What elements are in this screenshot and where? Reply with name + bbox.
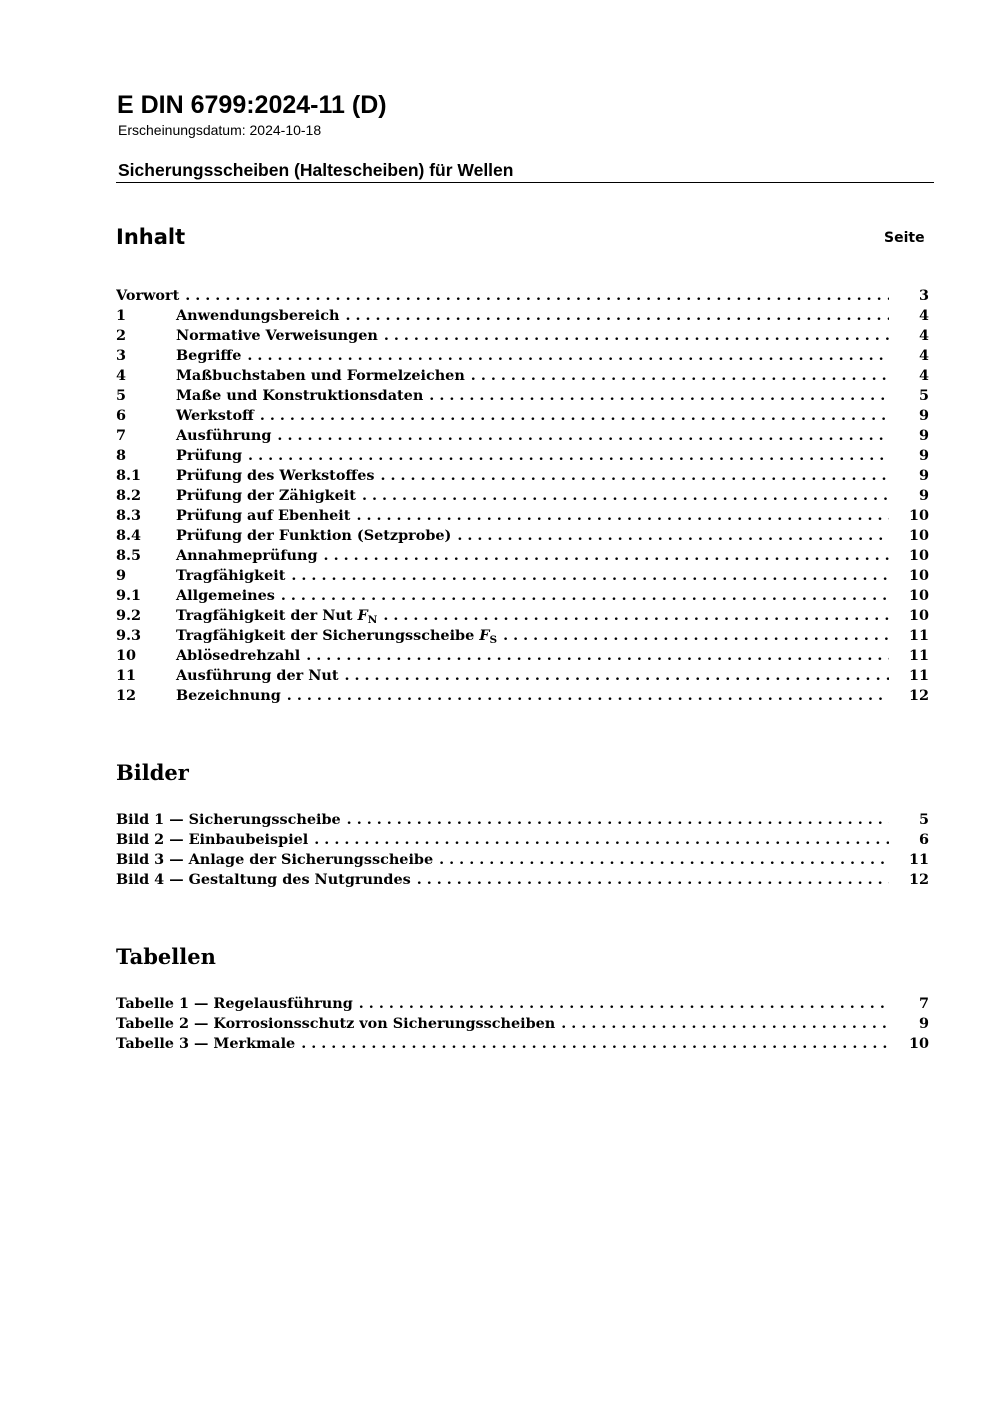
toc-entry-page: 11: [908, 627, 929, 644]
dot-leader: [301, 1034, 889, 1054]
figure-entry[interactable]: [116, 850, 929, 870]
toc-entry-number: 5: [116, 387, 127, 404]
document-id: E DIN 6799:2024-11 (D): [117, 91, 387, 119]
toc-entry[interactable]: [116, 466, 929, 486]
table-entry[interactable]: [116, 994, 929, 1014]
toc-entry-title: Maße und Konstruktionsdaten: [176, 387, 424, 404]
toc-entry-page: 12: [908, 687, 929, 704]
toc-entry[interactable]: [116, 566, 929, 586]
toc-entry-page: 10: [908, 527, 929, 544]
toc-entry-number: 8.1: [116, 467, 142, 484]
toc-entry[interactable]: [116, 666, 929, 686]
toc-entry-number: 8.2: [116, 487, 142, 504]
table-entry-page: 10: [908, 1035, 929, 1052]
toc-entry-title: [176, 606, 383, 626]
force-symbol: F: [357, 607, 368, 624]
toc-entry-number: 9.3: [116, 627, 142, 644]
toc-entry-page: 11: [908, 667, 929, 684]
toc-entry-number: 10: [116, 647, 137, 664]
tables-list: [116, 994, 929, 1054]
dot-leader: [277, 426, 889, 446]
dot-leader: [324, 546, 889, 566]
table-entry-page: 7: [918, 995, 929, 1012]
toc-entry-page: 4: [918, 367, 929, 384]
toc-entry[interactable]: [116, 386, 929, 406]
table-entry-title: Tabelle 1 — Regelausführung: [116, 995, 353, 1012]
dot-leader: [359, 994, 889, 1014]
figures-heading: Bilder: [116, 760, 189, 785]
toc-entry-title: Prüfung des Werkstoffes: [176, 467, 375, 484]
toc-entry-number: 1: [116, 307, 127, 324]
toc-entry-title: Anwendungsbereich: [176, 307, 340, 324]
toc-entry-title: Prüfung der Funktion (Setzprobe): [176, 527, 452, 544]
toc-entry-number: 8.4: [116, 527, 142, 544]
dot-leader: [471, 366, 889, 386]
dot-leader: [417, 870, 889, 890]
toc-entry-number: 3: [116, 347, 127, 364]
force-symbol-subscript: S: [489, 634, 498, 646]
toc-entry-page: 9: [918, 427, 929, 444]
toc-entry[interactable]: [116, 606, 929, 626]
toc-entry-page: 10: [908, 547, 929, 564]
dot-leader: [362, 486, 889, 506]
toc-entry-title: Allgemeines: [176, 587, 275, 604]
toc-entry-title: [176, 626, 503, 646]
contents-list: [116, 286, 929, 706]
toc-entry-title: Tragfähigkeit: [176, 567, 286, 584]
dot-leader: [347, 810, 889, 830]
toc-entry-page: 5: [918, 387, 929, 404]
toc-entry-number: 4: [116, 367, 127, 384]
dot-leader: [314, 830, 889, 850]
toc-entry-page: 3: [918, 287, 929, 304]
table-entry-title: Tabelle 3 — Merkmale: [116, 1035, 296, 1052]
dot-leader: [281, 586, 889, 606]
table-entry-title: Tabelle 2 — Korrosionsschutz von Sicherungsscheiben: [116, 1015, 556, 1032]
dot-leader: [185, 286, 889, 306]
dot-leader: [247, 346, 889, 366]
toc-entry-number: 9: [116, 567, 127, 584]
toc-entry-number: 8.3: [116, 507, 142, 524]
toc-entry[interactable]: [116, 426, 929, 446]
toc-entry-title: Annahmeprüfung: [176, 547, 318, 564]
dot-leader: [381, 466, 890, 486]
toc-entry-page: 10: [908, 607, 929, 624]
toc-entry-number: 7: [116, 427, 127, 444]
table-entry[interactable]: [116, 1014, 929, 1034]
toc-entry-page: 9: [918, 447, 929, 464]
toc-entry[interactable]: [116, 546, 929, 566]
dot-leader: [429, 386, 889, 406]
figure-entry-page: 6: [918, 831, 929, 848]
toc-entry-title: Ausführung: [176, 427, 272, 444]
toc-entry-number: 9.1: [116, 587, 142, 604]
table-entry[interactable]: [116, 1034, 929, 1054]
toc-entry-title: Prüfung: [176, 447, 243, 464]
toc-entry-title-text: Tragfähigkeit der Nut: [176, 607, 358, 624]
toc-entry-title: Ablösedrehzahl: [176, 647, 301, 664]
publication-date: Erscheinungsdatum: 2024-10-18: [118, 122, 322, 138]
toc-entry[interactable]: [116, 326, 929, 346]
toc-entry-number: 8: [116, 447, 127, 464]
toc-entry-page: 9: [918, 467, 929, 484]
dot-leader: [248, 446, 889, 466]
toc-entry-page: 4: [918, 347, 929, 364]
toc-entry[interactable]: [116, 646, 929, 666]
title-divider: [116, 182, 934, 183]
toc-entry[interactable]: [116, 506, 929, 526]
toc-entry[interactable]: [116, 586, 929, 606]
toc-entry-title: Begriffe: [176, 347, 242, 364]
figure-entry-page: 11: [908, 851, 929, 868]
toc-entry[interactable]: [116, 626, 929, 646]
figures-list: [116, 810, 929, 890]
figure-entry-title: Bild 2 — Einbaubeispiel: [116, 831, 309, 848]
toc-entry-page: 10: [908, 507, 929, 524]
dot-leader: [439, 850, 889, 870]
toc-entry-number: 8.5: [116, 547, 142, 564]
toc-entry[interactable]: [116, 346, 929, 366]
toc-entry-page: 10: [908, 567, 929, 584]
figure-entry-page: 5: [918, 811, 929, 828]
toc-entry-title: Maßbuchstaben und Formelzeichen: [176, 367, 465, 384]
force-symbol: F: [479, 627, 490, 644]
toc-entry-number: 9.2: [116, 607, 142, 624]
toc-entry[interactable]: [116, 446, 929, 466]
page-column-label: Seite: [884, 230, 925, 246]
toc-entry-title: Normative Verweisungen: [176, 327, 378, 344]
toc-entry-title: Prüfung auf Ebenheit: [176, 507, 351, 524]
toc-entry-number: 12: [116, 687, 137, 704]
tables-heading: Tabellen: [116, 944, 216, 969]
toc-entry-title: Vorwort: [116, 287, 180, 304]
toc-entry-page: 9: [918, 407, 929, 424]
figure-entry[interactable]: [116, 810, 929, 830]
toc-entry-page: 10: [908, 587, 929, 604]
table-entry-page: 9: [918, 1015, 929, 1032]
figure-entry-title: Bild 4 — Gestaltung des Nutgrundes: [116, 871, 411, 888]
figure-entry-page: 12: [908, 871, 929, 888]
figure-entry[interactable]: [116, 830, 929, 850]
toc-entry-title: Ausführung der Nut: [176, 667, 339, 684]
toc-entry[interactable]: [116, 486, 929, 506]
dot-leader: [503, 626, 889, 646]
dot-leader: [345, 306, 889, 326]
dot-leader: [383, 606, 889, 626]
toc-entry-title: Bezeichnung: [176, 687, 281, 704]
force-symbol-subscript: N: [367, 614, 378, 626]
toc-entry-page: 9: [918, 487, 929, 504]
dot-leader: [287, 686, 889, 706]
dot-leader: [306, 646, 889, 666]
toc-entry-page: 4: [918, 307, 929, 324]
toc-entry-number: 11: [116, 667, 137, 684]
toc-entry[interactable]: [116, 526, 929, 546]
dot-leader: [260, 406, 889, 426]
toc-entry-page: 11: [908, 647, 929, 664]
dot-leader: [345, 666, 890, 686]
dot-leader: [457, 526, 889, 546]
toc-entry[interactable]: [116, 686, 929, 706]
dot-leader: [384, 326, 889, 346]
toc-entry[interactable]: [116, 286, 929, 306]
toc-entry[interactable]: [116, 406, 929, 426]
contents-heading: Inhalt: [116, 225, 186, 249]
figure-entry-title: Bild 1 — Sicherungsscheibe: [116, 811, 341, 828]
toc-entry[interactable]: [116, 306, 929, 326]
toc-entry-title: Prüfung der Zähigkeit: [176, 487, 356, 504]
dot-leader: [356, 506, 889, 526]
toc-entry-page: 4: [918, 327, 929, 344]
figure-entry[interactable]: [116, 870, 929, 890]
document-title: Sicherungsscheiben (Haltescheiben) für Wellen: [118, 160, 514, 180]
toc-entry-number: 6: [116, 407, 127, 424]
dot-leader: [561, 1014, 889, 1034]
toc-entry-title-text: Tragfähigkeit der Sicherungsscheibe: [176, 627, 480, 644]
toc-entry[interactable]: [116, 366, 929, 386]
dot-leader: [291, 566, 889, 586]
toc-entry-title: Werkstoff: [176, 407, 254, 424]
figure-entry-title: Bild 3 — Anlage der Sicherungsscheibe: [116, 851, 434, 868]
toc-entry-number: 2: [116, 327, 127, 344]
